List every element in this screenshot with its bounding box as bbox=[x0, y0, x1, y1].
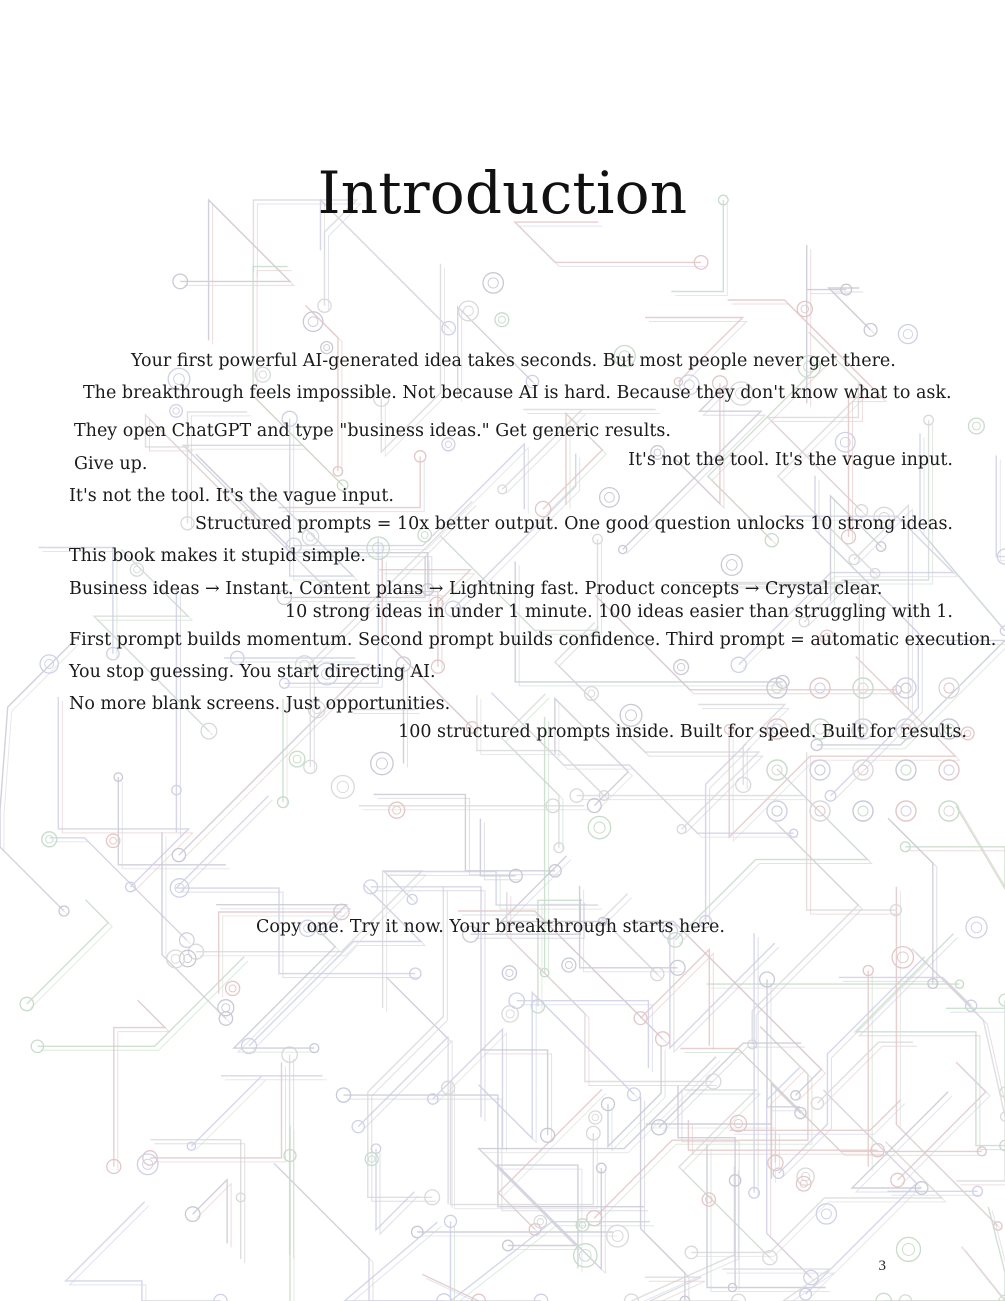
circuit-pad bbox=[796, 1176, 811, 1191]
circuit-pad bbox=[589, 1111, 602, 1124]
circuit-pad bbox=[999, 994, 1005, 1006]
circuit-trace bbox=[451, 1081, 594, 1204]
circuit-pad bbox=[226, 981, 240, 995]
circuit-pad bbox=[222, 1004, 230, 1012]
circuit-pad bbox=[897, 1237, 921, 1261]
circuit-trace bbox=[841, 420, 929, 580]
circuit-pad bbox=[331, 776, 354, 799]
circuit-trace bbox=[114, 1000, 165, 1166]
circuit-trace bbox=[455, 1085, 598, 1208]
circuit-trace bbox=[909, 810, 1005, 893]
circuit-pad bbox=[592, 1114, 599, 1121]
circuit-pad bbox=[502, 1006, 518, 1022]
circuit-pad bbox=[899, 1295, 911, 1301]
circuit-pad bbox=[562, 958, 576, 972]
circuit-pad bbox=[171, 955, 180, 964]
circuit-pad bbox=[731, 657, 746, 672]
circuit-pad bbox=[289, 751, 305, 767]
circuit-trace bbox=[480, 1050, 547, 1135]
circuit-pad bbox=[42, 832, 57, 847]
circuit-trace bbox=[722, 1269, 1004, 1301]
circuit-trace bbox=[1000, 459, 1005, 560]
circuit-trace bbox=[238, 928, 339, 1052]
circuit-trace bbox=[437, 1033, 507, 1151]
circuit-trace bbox=[483, 997, 638, 1143]
circuit-trace bbox=[729, 657, 955, 838]
circuit-trace bbox=[905, 1247, 1005, 1301]
circuit-pad bbox=[901, 806, 911, 816]
circuit-trace bbox=[58, 697, 188, 887]
circuit-trace bbox=[909, 1251, 1005, 1301]
circuit-pad bbox=[973, 422, 981, 430]
circuit-pad bbox=[767, 801, 787, 821]
circuit-pad bbox=[797, 301, 812, 316]
circuit-pad bbox=[588, 816, 610, 838]
circuit-pad bbox=[674, 660, 689, 675]
body-line: It's not the tool. It's the vague input. bbox=[628, 450, 953, 470]
circuit-pad bbox=[337, 781, 348, 792]
circuit-pad bbox=[897, 952, 908, 963]
circuit-pad bbox=[537, 1219, 543, 1225]
circuit-pad bbox=[816, 1204, 836, 1224]
body-line: Structured prompts = 10x better output. One good question unlocks 10 strong ideas. bbox=[195, 514, 953, 534]
circuit-pad bbox=[600, 488, 620, 508]
circuit-pad bbox=[677, 663, 684, 670]
circuit-trace bbox=[884, 1207, 1005, 1301]
circuit-pad bbox=[605, 493, 615, 503]
circuit-pad bbox=[167, 950, 185, 968]
circuit-pad bbox=[46, 836, 53, 843]
circuit-pad bbox=[45, 660, 54, 669]
circuit-pad bbox=[969, 418, 985, 434]
circuit-trace bbox=[376, 1149, 414, 1230]
circuit-trace bbox=[154, 1067, 286, 1162]
circuit-pad bbox=[896, 760, 916, 780]
circuit-pad bbox=[801, 305, 809, 313]
circuit-pad bbox=[815, 765, 825, 775]
circuit-pad bbox=[506, 969, 513, 976]
circuit-trace bbox=[960, 1096, 1005, 1185]
body-line: 100 structured prompts inside. Built for speed. Built for results. bbox=[398, 722, 967, 742]
circuit-pad bbox=[579, 1222, 585, 1228]
circuit-trace bbox=[752, 822, 858, 1045]
circuit-trace bbox=[888, 1211, 1005, 1301]
circuit-pad bbox=[858, 806, 868, 816]
circuit-pad bbox=[293, 755, 301, 763]
page-number: 3 bbox=[878, 1258, 886, 1274]
body-line: Your first powerful AI-generated idea takes seconds. But most people never get there. bbox=[131, 351, 896, 371]
circuit-trace bbox=[62, 701, 192, 891]
circuit-pad bbox=[896, 678, 916, 698]
circuit-pad bbox=[939, 801, 959, 821]
circuit-pad bbox=[791, 1091, 800, 1100]
circuit-pad bbox=[502, 966, 516, 980]
circuit-pad bbox=[580, 1250, 592, 1262]
circuit-pad bbox=[472, 1294, 486, 1301]
circuit-pad bbox=[574, 1244, 597, 1267]
circuit-trace bbox=[634, 925, 825, 1099]
circuit-pad bbox=[767, 760, 787, 780]
circuit-trace bbox=[783, 961, 929, 1177]
circuit-trace bbox=[4, 644, 78, 915]
circuit-trace bbox=[555, 699, 628, 806]
circuit-pad bbox=[464, 306, 474, 316]
circuit-trace bbox=[950, 1004, 1005, 1105]
circuit-pad bbox=[810, 678, 830, 698]
circuit-trace bbox=[257, 271, 347, 490]
circuit-trace bbox=[674, 935, 779, 1052]
circuit-pad bbox=[903, 329, 912, 338]
circuit-pad bbox=[229, 985, 236, 992]
circuit-pad bbox=[721, 554, 742, 575]
body-line: First prompt builds momentum. Second prompt builds confidence. Third prompt = automatic execution. bbox=[69, 630, 997, 650]
closing-line: Copy one. Try it now. Your breakthrough starts here. bbox=[256, 917, 725, 937]
circuit-trace bbox=[641, 950, 710, 1046]
circuit-trace bbox=[191, 1076, 322, 1146]
circuit-trace bbox=[234, 924, 335, 1048]
circuit-pad bbox=[901, 765, 911, 775]
circuit-pad bbox=[815, 683, 825, 693]
circuit-pad bbox=[810, 760, 830, 780]
circuit-pad bbox=[308, 317, 318, 327]
circuit-pad bbox=[170, 405, 183, 418]
circuit-trace bbox=[66, 1202, 221, 1301]
circuit-trace bbox=[118, 1004, 169, 1170]
circuit-pad bbox=[772, 806, 782, 816]
circuit-pad bbox=[587, 799, 601, 813]
circuit-trace bbox=[515, 222, 701, 262]
circuit-trace bbox=[362, 982, 451, 1131]
circuit-trace bbox=[683, 1094, 774, 1262]
circuit-trace bbox=[484, 1054, 551, 1139]
circuit-trace bbox=[698, 705, 785, 785]
circuit-pad bbox=[772, 765, 782, 775]
circuit-trace bbox=[349, 1226, 546, 1301]
circuit-pad bbox=[896, 801, 916, 821]
circuit-pad bbox=[214, 1294, 227, 1301]
circuit-pad bbox=[821, 1209, 831, 1219]
circuit-pad bbox=[971, 922, 982, 933]
circuit-pad bbox=[944, 806, 954, 816]
circuit-pad bbox=[488, 278, 498, 288]
circuit-trace bbox=[679, 1090, 770, 1258]
body-line: You stop guessing. You start directing AI. bbox=[69, 662, 436, 682]
circuit-trace bbox=[833, 292, 875, 334]
circuit-pad bbox=[594, 822, 605, 833]
circuit-pad bbox=[944, 765, 954, 775]
circuit-trace bbox=[41, 961, 248, 1051]
circuit-trace bbox=[912, 949, 1005, 1117]
body-line: They open ChatGPT and type "business ideas." Get generic results. bbox=[74, 421, 671, 441]
circuit-pad bbox=[944, 683, 954, 693]
circuit-trace bbox=[734, 1104, 905, 1167]
body-line: It's not the tool. It's the vague input. bbox=[69, 486, 394, 506]
circuit-trace bbox=[519, 226, 705, 266]
circuit-pad bbox=[110, 837, 117, 844]
circuit-pad bbox=[702, 1193, 715, 1206]
circuit-pad bbox=[901, 683, 911, 693]
circuit-pad bbox=[371, 752, 393, 774]
circuit-pad bbox=[483, 273, 503, 293]
circuit-pad bbox=[506, 1010, 514, 1018]
circuit-trace bbox=[630, 921, 821, 1095]
circuit-pad bbox=[903, 1243, 915, 1255]
circuit-trace bbox=[477, 695, 604, 795]
circuit-trace bbox=[345, 1222, 542, 1301]
circuit-trace bbox=[196, 871, 422, 1008]
body-line: No more blank screens. Just opportunities. bbox=[69, 694, 451, 714]
circuit-pad bbox=[303, 312, 323, 332]
circuit-trace bbox=[451, 1221, 651, 1301]
circuit-trace bbox=[0, 640, 74, 911]
circuit-pad bbox=[218, 1000, 234, 1016]
circuit-pad bbox=[732, 1294, 746, 1301]
circuit-pad bbox=[565, 962, 572, 969]
circuit-pad bbox=[966, 917, 987, 938]
circuit-pad bbox=[727, 560, 738, 571]
circuit-pad bbox=[858, 765, 868, 775]
circuit-trace bbox=[480, 819, 515, 876]
circuit-pad bbox=[853, 801, 873, 821]
circuit-trace bbox=[888, 818, 933, 983]
body-line: 10 strong ideas in under 1 minute. 100 ideas easier than struggling with 1. bbox=[284, 602, 953, 622]
circuit-trace bbox=[31, 904, 112, 1008]
circuit-pad bbox=[498, 316, 505, 323]
circuit-pad bbox=[40, 655, 58, 673]
circuit-trace bbox=[728, 300, 883, 537]
circuit-pad bbox=[625, 1294, 639, 1301]
circuit-trace bbox=[670, 931, 775, 1048]
circuit-pad bbox=[898, 325, 917, 344]
circuit-trace bbox=[691, 1142, 941, 1253]
body-line: Business ideas → Instant. Content plans → Lightning fast. Product concepts → Crystal clear. bbox=[69, 579, 883, 599]
circuit-pad bbox=[437, 1294, 451, 1301]
body-line: The breakthrough feels impossible. Not because AI is hard. Because they don't know what to ask. bbox=[83, 383, 952, 403]
circuit-trace bbox=[455, 1225, 655, 1301]
circuit-pad bbox=[939, 760, 959, 780]
circuit-pad bbox=[876, 1293, 891, 1301]
circuit-trace bbox=[821, 1046, 917, 1107]
circuit-pad bbox=[588, 690, 595, 697]
circuit-trace bbox=[193, 1180, 227, 1244]
circuit-pad bbox=[495, 313, 509, 327]
circuit-pad bbox=[892, 947, 913, 968]
body-line: Give up. bbox=[74, 454, 148, 474]
circuit-pad bbox=[376, 758, 387, 769]
circuit-trace bbox=[900, 891, 1002, 1230]
circuit-pad bbox=[939, 678, 959, 698]
body-line: This book makes it stupid simple. bbox=[69, 546, 366, 566]
circuit-trace bbox=[433, 1029, 503, 1147]
page-title: Introduction bbox=[317, 159, 688, 227]
circuit-pad bbox=[534, 1294, 548, 1301]
circuit-trace bbox=[898, 1062, 986, 1180]
circuit-pad bbox=[173, 408, 179, 414]
